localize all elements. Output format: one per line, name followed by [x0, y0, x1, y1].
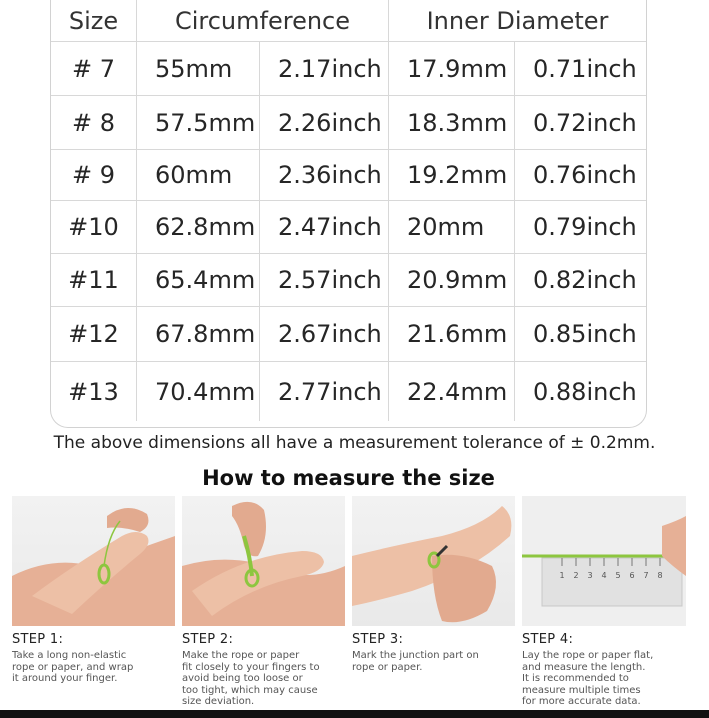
step-2-label: STEP 2:	[182, 632, 234, 647]
step-3-photo	[352, 496, 515, 626]
inner-diameter-inch-cell: 0.79inch	[515, 201, 646, 254]
inner-diameter-inch-cell: 0.85inch	[515, 307, 646, 362]
circumference-mm-cell: 55mm	[137, 42, 260, 96]
how-to-measure-title: How to measure the size	[202, 466, 495, 490]
circumference-inch-cell: 2.77inch	[260, 362, 389, 421]
step-1-label: STEP 1:	[12, 632, 64, 647]
inner-diameter-mm-cell: 19.2mm	[389, 150, 515, 201]
inner-diameter-mm-cell: 18.3mm	[389, 96, 515, 150]
ruler-tick-label: 8	[657, 571, 663, 580]
step-4-description: Lay the rope or paper flat, and measure the length. It is recommended to measure multiple times for more accurate data.	[522, 650, 654, 707]
inner-diameter-inch-cell: 0.82inch	[515, 254, 646, 307]
circumference-mm-cell: 60mm	[137, 150, 260, 201]
size-cell: # 7	[51, 42, 137, 96]
circumference-inch-cell: 2.17inch	[260, 42, 389, 96]
ruler-tick-label: 5	[615, 571, 621, 580]
step-1-photo	[12, 496, 175, 626]
circumference-mm-cell: 70.4mm	[137, 362, 260, 421]
circumference-inch-cell: 2.67inch	[260, 307, 389, 362]
inner-diameter-inch-cell: 0.72inch	[515, 96, 646, 150]
step-1-description: Take a long non-elastic rope or paper, and wrap it around your finger.	[12, 650, 134, 684]
header-circumference: Circumference	[137, 0, 389, 42]
ruler-tick-label: 6	[629, 571, 635, 580]
inner-diameter-inch-cell: 0.71inch	[515, 42, 646, 96]
size-table	[50, 0, 647, 428]
size-cell: #13	[51, 362, 137, 421]
size-cell: # 9	[51, 150, 137, 201]
circumference-mm-cell: 57.5mm	[137, 96, 260, 150]
step-3-label: STEP 3:	[352, 632, 404, 647]
size-cell: #10	[51, 201, 137, 254]
step-2-photo	[182, 496, 345, 626]
ruler-tick-label: 4	[601, 571, 607, 580]
circumference-mm-cell: 65.4mm	[137, 254, 260, 307]
step-3-description: Mark the junction part on rope or paper.	[352, 650, 479, 673]
inner-diameter-mm-cell: 20.9mm	[389, 254, 515, 307]
circumference-inch-cell: 2.47inch	[260, 201, 389, 254]
circumference-inch-cell: 2.26inch	[260, 96, 389, 150]
header-inner-diameter: Inner Diameter	[389, 0, 646, 42]
step-2-description: Make the rope or paper fit closely to your fingers to avoid being too loose or too tight, which may cause size deviation.	[182, 650, 320, 707]
inner-diameter-mm-cell: 17.9mm	[389, 42, 515, 96]
ruler-tick-label: 3	[587, 571, 593, 580]
step-4-photo	[522, 496, 686, 626]
size-cell: #12	[51, 307, 137, 362]
step-4-label: STEP 4:	[522, 632, 574, 647]
size-cell: #11	[51, 254, 137, 307]
circumference-mm-cell: 67.8mm	[137, 307, 260, 362]
ruler-tick-label: 1	[559, 571, 565, 580]
inner-diameter-mm-cell: 20mm	[389, 201, 515, 254]
circumference-inch-cell: 2.36inch	[260, 150, 389, 201]
inner-diameter-inch-cell: 0.76inch	[515, 150, 646, 201]
inner-diameter-inch-cell: 0.88inch	[533, 377, 637, 406]
header-size: Size	[51, 0, 137, 42]
size-cell: # 8	[51, 96, 137, 150]
circumference-mm-cell: 62.8mm	[137, 201, 260, 254]
bottom-bar	[0, 710, 709, 718]
ruler-tick-label: 7	[643, 571, 649, 580]
inner-diameter-mm-cell: 21.6mm	[389, 307, 515, 362]
inner-diameter-mm-cell: 22.4mm	[389, 362, 515, 421]
circumference-inch-cell: 2.57inch	[260, 254, 389, 307]
tolerance-note: The above dimensions all have a measurement tolerance of ± 0.2mm.	[53, 433, 656, 453]
ruler-tick-label: 2	[573, 571, 579, 580]
